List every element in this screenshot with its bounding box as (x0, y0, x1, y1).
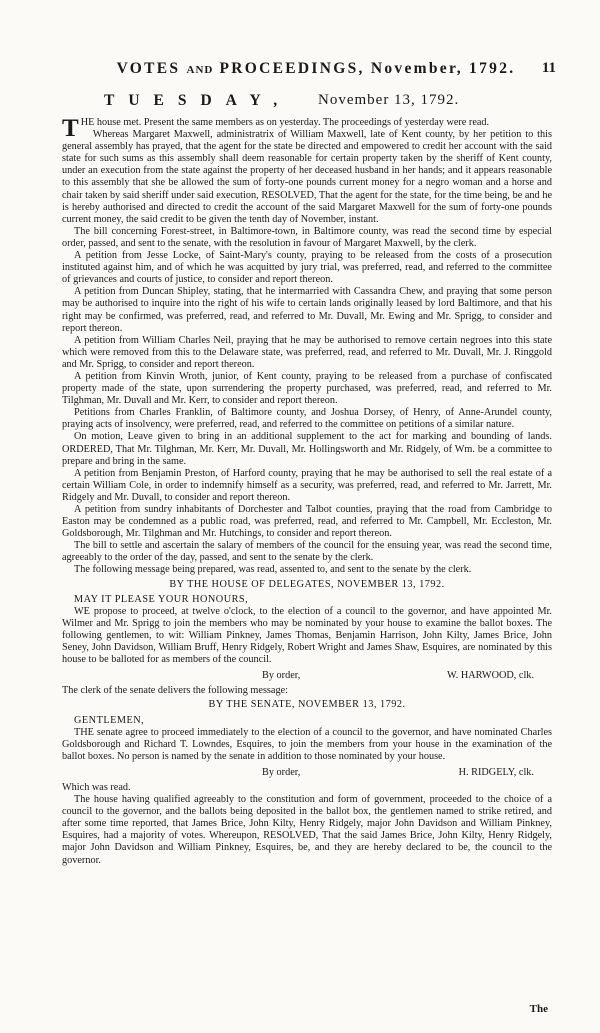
running-title-and: AND (186, 64, 214, 76)
running-title-b: PROCEEDINGS, November, 1792. (219, 60, 516, 77)
paragraph: A petition from Jesse Locke, of Saint-Mary's county, praying to be released from the costs of a prosecution instituted against him, and of which he was acquitted by jury trial, was preferred, read, and referred to the committee of grievances and courts of justice, to consider and report thereon. (62, 250, 552, 286)
day-date: November 13, 1792. (318, 92, 460, 108)
paragraph: The bill concerning Forest-street, in Baltimore-town, in Baltimore county, was read the second time by especial order, passed, and sent to the senate, with the resolution in favour of Margaret Maxwell, by the clerk. (62, 225, 552, 249)
paragraph: THE house met. Present the same members as on yesterday. The proceedings of yesterday were read. (62, 115, 490, 142)
senate-heading: BY THE SENATE, NOVEMBER 13, 1792. (208, 699, 406, 711)
paragraph: A petition from William Charles Neil, praying that he may be authorised to remove certain negroes into this state which were removed from this to the Delaware state, was preferred, read, and referred to Mr. Duvall, Mr. J. Ringgold and Mr. Sprigg, to consider and report thereon. (62, 334, 552, 370)
paragraph: The clerk of the senate delivers the following message: (62, 685, 288, 697)
signature-line: By order, H. RIDGELY, clk. (262, 766, 534, 778)
drop-cap: T (62, 115, 79, 142)
signature-line: By order, W. HARWOOD, clk. (262, 670, 534, 682)
paragraph: The following message being prepared, was read, assented to, and sent to the senate by the clerk. (74, 564, 472, 576)
page-number: 11 (541, 60, 556, 76)
paragraph: On motion, Leave given to bring in an additional supplement to the act for marking and bounding of lands. ORDERED, That Mr. Tilghman, Mr. Kerr, Mr. Duvall, Mr. Hollingsworth and Mr. Ridgely, of Wm. be a committee to prepare and bring in the same. (62, 431, 552, 467)
house-heading: BY THE HOUSE OF DELEGATES, NOVEMBER 13, 1792. (169, 578, 445, 590)
paragraph: Petitions from Charles Franklin, of Baltimore county, and Joshua Dorsey, of Henry, of Anne-Arundel county, praying acts of insolvency, were preferred, read, and referred to the committee on petitions of a similar nature. (62, 407, 552, 431)
paragraph: A petition from Kinvin Wroth, junior, of Kent county, praying to be released from a purchase of confiscated property made of the state, upon surrendering the property purchased, was preferred, read, and referred to Mr. Tilghman, Mr. Duvall and Mr. Kerr, to consider and report thereon. (62, 370, 552, 407)
paragraph: The bill to settle and ascertain the salary of members of the council for the ensuing year, was read the second time, agreeably to the order of the day, passed, and sent to the senate by the clerk. (62, 540, 552, 564)
paragraph: Whereas Margaret Maxwell, administratrix of William Maxwell, late of Kent county, by her petition to this general assembly has prayed, that the agent for the state be directed and empowered to credit her account with the said state for such sums as this assembly shall deem reasonable for certain property taken by the sheriff of Kent county, under an execution from the state against the property of her deceased husband in her hands; and it appears reasonable to this assembly that she be allowed the sum of forty-one pounds current money for a negro woman and a horse and chair taken by said sheriff under said execution, RESOLVED, That the agent for the state, for the time being, be and he is hereby authorised and directed to credit the account of the said Margaret Maxwell for the sum of forty-one pounds current money, the said credit to be given the tenth day of November, instant. (62, 129, 552, 225)
paragraph: Which was read. (62, 781, 131, 793)
paragraph: A petition from sundry inhabitants of Dorchester and Talbot counties, praying that the road from Cambridge to Easton may be condemned as a public road, was preferred, read, and referred to Mr. Campbell, Mr. Eccleston, Mr. Goldsborough, Mr. Tilghman and Mr. Hutchings, to consider and report thereon. (62, 504, 552, 540)
document-body (62, 117, 552, 867)
paragraph: The house having qualified agreeably to the constitution and form of government, proceeded to the choice of a council to the governor, and the ballots being deposited in the ballot box, the gentlemen named to strike retired, and after some time reported, that James Brice, John Kilty, Henry Ridgely, major John Davidson and William Pinkney, Esquires, had a majority of votes. Whereupon, RESOLVED, That the said James Brice, John Kilty, Henry Ridgely, major John Davidson and William Pinkney, Esquires, be, and they are hereby declared to be, the council to the governor. (62, 794, 552, 866)
salutation: GENTLEMEN, (74, 714, 145, 726)
message-body: THE senate agree to proceed immediately to the election of a council to the governor, and have nominated Charles Goldsborough and Richard T. Lowndes, Esquires, to join the members from your house in the examination of the ballot boxes. No person is named by the senate in addition to those nominated by your house. (62, 726, 552, 762)
catchword: The (529, 1003, 548, 1015)
day-heading: TUESDAY, (104, 92, 292, 109)
running-head (86, 60, 546, 78)
message-body: WE propose to proceed, at twelve o'clock, to the election of a council to the governor, and have appointed Mr. Wilmer and Mr. Sprigg to join the members who may be nominated by your house to examine the ballot boxes. The following gentlemen, to wit: William Pinkney, James Thomas, Benjamin Harrison, John Kilty, James Brice, John Seney, John Davidson, William Bruff, Henry Ridgely, Robert Wright and James Shaw, Esquires, are nominated by this house to be balloted for as members of the council. (62, 605, 552, 666)
paragraph: A petition from Duncan Shipley, stating, that he intermarried with Cassandra Chew, and praying that some person may be authorised to inquire into the right of his wife to certain lands originally leased by lord Baltimore, and that his right may be confirmed, was preferred, read, and referred to Mr. Duvall, Mr. Ewing and Mr. Sprigg, to consider and report thereon. (62, 286, 552, 334)
salutation: MAY IT PLEASE YOUR HONOURS, (74, 593, 249, 605)
running-title-a: VOTES (116, 60, 181, 77)
paragraph: A petition from Benjamin Preston, of Harford county, praying that he may be authorised to sell the real estate of a certain William Cole, in order to indemnify himself as a security, was preferred, read, and referred to Mr. Jarrett, Mr. Ridgely and Mr. Duvall, to consider and report thereon. (62, 467, 552, 503)
